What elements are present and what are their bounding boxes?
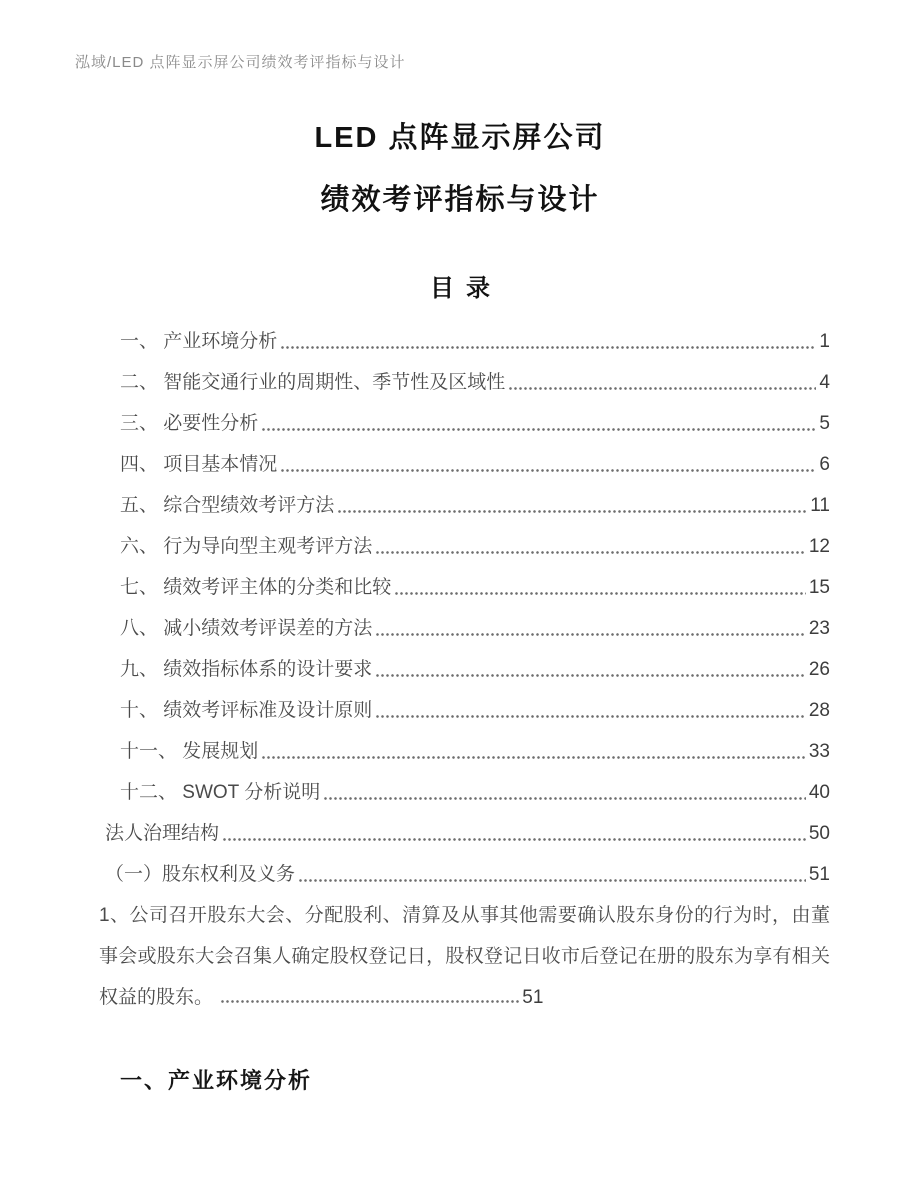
toc-entry[interactable] (99, 649, 830, 690)
dot-leader (376, 551, 806, 554)
toc-heading: 目录 (430, 275, 502, 302)
toc-entry[interactable] (99, 362, 830, 403)
dot-leader (376, 674, 806, 677)
toc-page-number: 5 (819, 413, 830, 434)
toc-entry-label: 八、 减小绩效考评误差的方法 (120, 618, 373, 639)
toc-page-number: 28 (808, 700, 830, 721)
dot-leader (338, 510, 807, 513)
document-title-line-1: LED 点阵显示屏公司 (314, 122, 606, 154)
dot-leader (223, 838, 806, 841)
toc-entry[interactable] (99, 608, 830, 649)
toc-page-number: 51 (808, 864, 830, 885)
toc-entry-label: 六、 行为导向型主观考评方法 (120, 536, 373, 557)
toc-entry[interactable] (99, 526, 830, 567)
dot-leader (281, 346, 816, 349)
dot-leader (221, 1000, 519, 1003)
toc-entry-label: 十二、 SWOT 分析说明 (120, 782, 321, 803)
toc-entry[interactable] (99, 485, 830, 526)
dot-leader (395, 592, 806, 595)
dot-leader (281, 469, 816, 472)
toc-entry[interactable] (99, 813, 830, 854)
toc-entry-label: （一）股东权利及义务 (105, 864, 296, 885)
toc-page-number: 40 (808, 782, 830, 803)
toc-entry[interactable] (99, 895, 830, 1018)
toc-entry-label: 十一、 发展规划 (120, 741, 259, 762)
toc-page-number: 4 (819, 372, 830, 393)
toc-entry-label: 十、 绩效考评标准及设计原则 (120, 700, 373, 721)
toc-page-number: 6 (819, 454, 830, 475)
toc-page-number: 15 (808, 577, 830, 598)
dot-leader (376, 715, 806, 718)
dot-leader (262, 756, 806, 759)
running-header: 泓域/LED 点阵显示屏公司绩效考评指标与设计 (75, 54, 406, 71)
toc-entry[interactable] (99, 854, 830, 895)
toc-page-number: 26 (808, 659, 830, 680)
toc-entry-label: 二、 智能交通行业的周期性、季节性及区域性 (120, 372, 506, 393)
toc-entry-label: 1、公司召开股东大会、分配股利、清算及从事其他需要确认股东身份的行为时，由董事会或股东大会召集人确定股权登记日，股权登记日收市后登记在册的股东为享有相关权益的股东。 (99, 905, 830, 1008)
toc-entry[interactable] (99, 772, 830, 813)
toc-entry[interactable] (99, 567, 830, 608)
toc-page-number: 33 (808, 741, 830, 762)
document-title-line-2: 绩效考评指标与设计 (320, 184, 600, 216)
toc-page-number: 1 (819, 331, 830, 352)
dot-leader (299, 879, 806, 882)
toc-entry[interactable] (99, 731, 830, 772)
toc-entry[interactable] (99, 321, 830, 362)
toc-entry-label: 七、 绩效考评主体的分类和比较 (120, 577, 392, 598)
toc-entry-label: 一、 产业环境分析 (120, 331, 278, 352)
section-heading: 一、产业环境分析 (120, 1068, 313, 1093)
dot-leader (262, 428, 816, 431)
toc-entry[interactable] (99, 444, 830, 485)
toc-entry-label: 五、 综合型绩效考评方法 (120, 495, 335, 516)
toc-page-number: 51 (522, 987, 544, 1008)
toc-entry-label: 九、 绩效指标体系的设计要求 (120, 659, 373, 680)
toc-entry-label: 法人治理结构 (105, 823, 220, 844)
toc-page-number: 50 (808, 823, 830, 844)
toc-page-number: 11 (810, 495, 830, 516)
toc-entry[interactable] (99, 690, 830, 731)
toc-page-number: 12 (808, 536, 830, 557)
toc-entry-label: 四、 项目基本情况 (120, 454, 278, 475)
toc-entry[interactable] (99, 403, 830, 444)
table-of-contents (0, 321, 920, 1018)
toc-entry-label: 三、 必要性分析 (120, 413, 259, 434)
dot-leader (324, 797, 806, 800)
toc-page-number: 23 (808, 618, 830, 639)
dot-leader (509, 387, 816, 390)
dot-leader (376, 633, 806, 636)
